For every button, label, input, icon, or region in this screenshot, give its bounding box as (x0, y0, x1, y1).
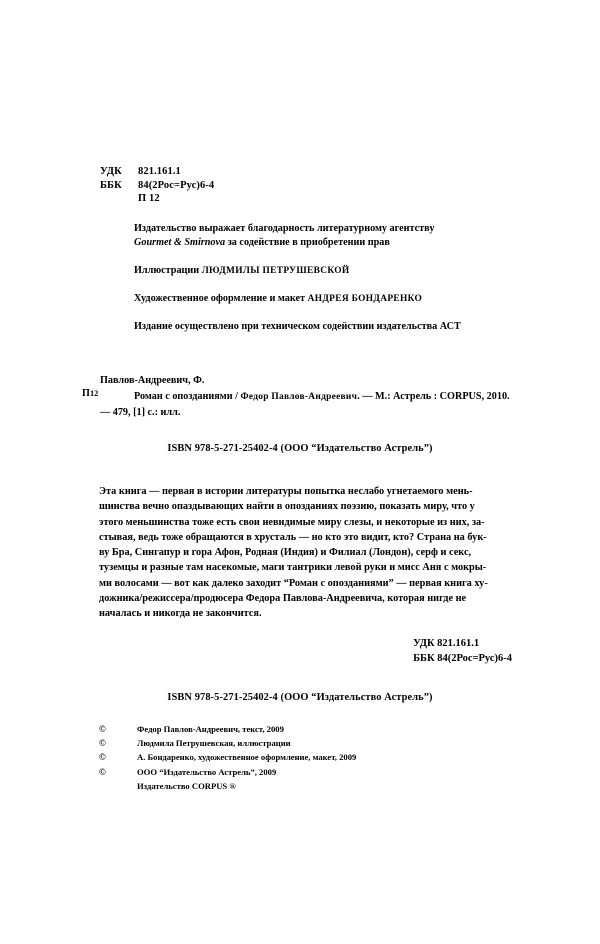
copyright-block (99, 722, 356, 793)
classification-bottom-block (413, 637, 512, 666)
copyright-icon: © (99, 752, 106, 763)
copyright-icon: © (99, 724, 106, 734)
biblio-title: Роман с опозданиями / (134, 391, 241, 402)
copyright-text: Федор Павлов-Андреевич, текст, 2009 (137, 724, 284, 734)
literary-agency-name: Gourmet & Smirnova (134, 237, 226, 248)
copyright-text: А. Бондаренко, художественное оформление, макет, 2009 (137, 752, 357, 763)
classification-row-shelfmark (100, 192, 214, 206)
copyright-row (99, 736, 356, 750)
annotation-line: началась и никогда не закончится. (99, 608, 262, 620)
annotation-line: туземцы и разные там насекомые, маги тантрики левой руки и мисс Аня с мокры- (99, 562, 487, 574)
acknowledgement-line-2 (134, 236, 461, 250)
annotation-paragraph (99, 484, 503, 622)
design-prefix: Художественное оформление и макет (134, 293, 308, 304)
annotation-line: этого меньшинства тоже есть свои невидимые миру слезы, и некоторые из них, за- (99, 516, 485, 528)
annotation-line: шинства вечно опаздывающих найти в опозданиях поэзию, показать миру, что у (99, 501, 475, 513)
acknowledgement-paragraph (134, 222, 461, 250)
copyright-text: ООО “Издательство Астрель”, 2009 (137, 766, 277, 777)
isbn-line-bottom: ISBN 978-5-271-25402-4 (ООО “Издательство Астрель”) (167, 692, 433, 703)
biblio-author-caps: Федор Павлов-Андреевич (240, 392, 358, 402)
classification-top-block (100, 165, 214, 206)
copyright-icon: © (99, 738, 106, 749)
bibliographic-record (100, 373, 520, 420)
technical-support-credit: Издание осуществлено при техническом содействии издательства АСТ (134, 321, 461, 332)
bbk-label: ББК (100, 179, 122, 191)
classification-row-bbk (100, 179, 214, 193)
shelf-mark-number: 12 (89, 389, 99, 398)
bbk-bottom: ББК 84(2Рос=Рус)6-4 (413, 652, 512, 664)
classification-row-udk (100, 165, 214, 179)
isbn-line-top: ISBN 978-5-271-25402-4 (ООО “Издательство Астрель”) (167, 443, 433, 454)
copyright-icon: © (99, 766, 106, 777)
illustrations-credit (134, 264, 461, 278)
illustrator-name: ЛЮДМИЛЫ ПЕТРУШЕВСКОЙ (201, 266, 350, 276)
credits-block (134, 222, 461, 334)
publisher-imprint-text: Издательство CORPUS ® (137, 780, 236, 791)
copyright-text: Людмила Петрушевская, иллюстрации (137, 738, 291, 749)
udk-label: УДК (100, 166, 122, 177)
bbk-value: 84(2Рос=Рус)6-4 (138, 179, 215, 191)
annotation-line: ми волосами — вот как далеко заходит “Роман с опозданиями” — первая книга ху- (99, 577, 488, 589)
udk-bottom: УДК 821.161.1 (413, 638, 480, 649)
shelf-mark-letter: П (82, 388, 90, 399)
biblio-imprint: . — М.: Астрель : CORPUS, 2010. — 479, [1] с.: илл. (100, 391, 510, 418)
annotation-line: стывая, ведь тоже обращаются в хрусталь — но кто это видит, кто? Страна на бук- (99, 531, 487, 543)
udk-value: 821.161.1 (138, 166, 181, 177)
shelfmark-value: П 12 (138, 193, 160, 204)
acknowledgement-line-2-rest: за содействие в приобретении прав (225, 237, 390, 248)
shelf-mark-margin (82, 388, 98, 399)
acknowledgement-line-1: Издательство выражает благодарность литературному агентству (134, 223, 435, 234)
illustrations-prefix: Иллюстрации (134, 265, 202, 276)
designer-name: АНДРЕЯ БОНДАРЕНКО (307, 294, 423, 304)
copyright-row (99, 750, 356, 764)
annotation-line: дожника/режиссера/продюсера Федора Павлова-Андреевича, которая нигде не (99, 593, 467, 605)
design-credit (134, 292, 461, 306)
biblio-description (100, 389, 520, 420)
annotation-line: Эта книга — первая в истории литературы попытка неслабо угнетаемого мень- (99, 486, 473, 497)
biblio-author-heading: Павлов-Андреевич, Ф. (100, 375, 205, 386)
publisher-imprint-row (99, 779, 356, 793)
copyright-row (99, 765, 356, 779)
annotation-line: ву Бра, Сингапур и гора Афон, Родная (Индия) и Филиал (Лондон), серф и секс, (99, 547, 472, 559)
copyright-row (99, 722, 356, 736)
